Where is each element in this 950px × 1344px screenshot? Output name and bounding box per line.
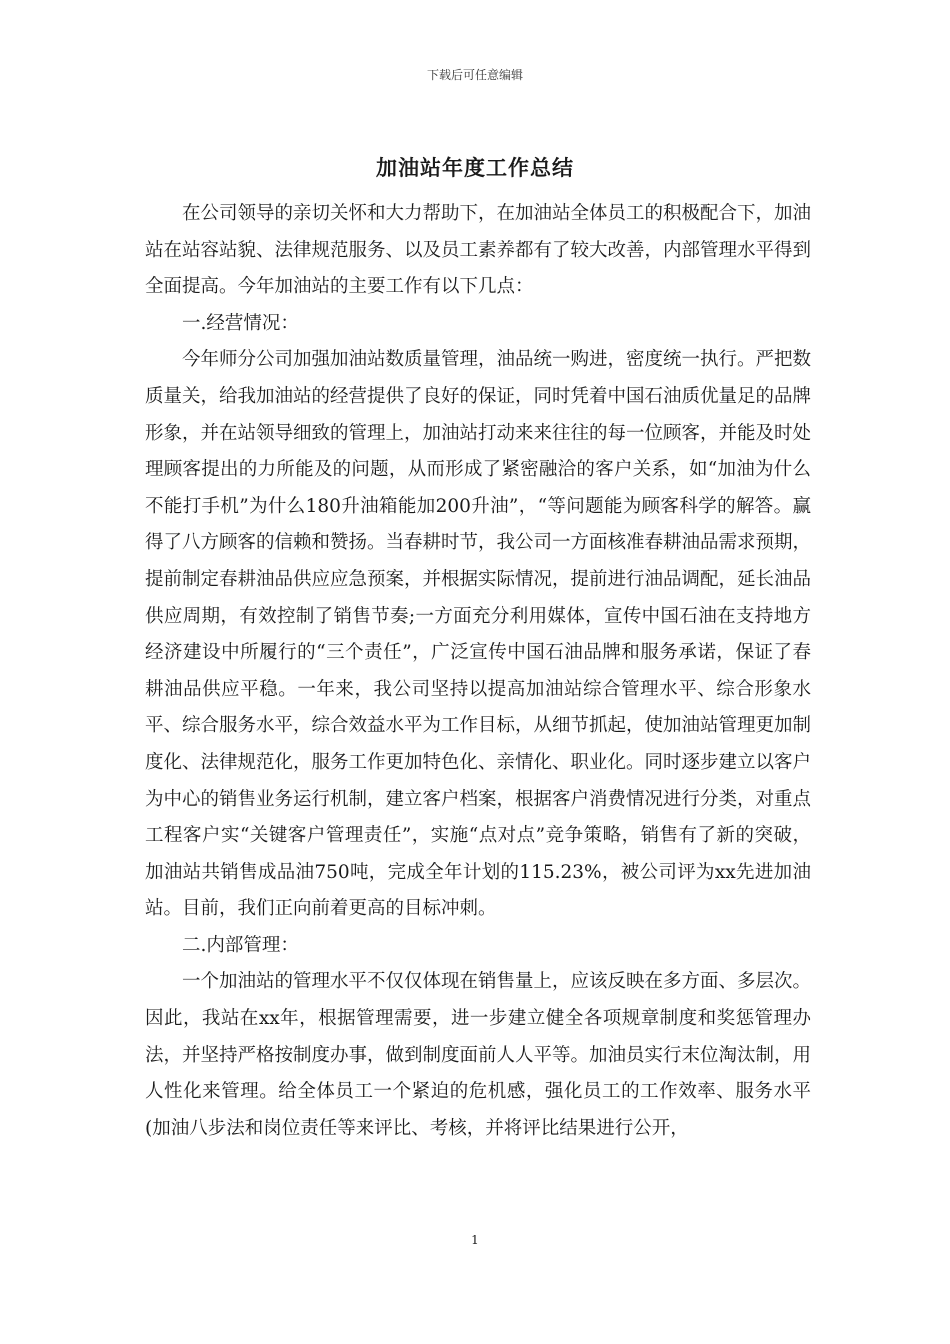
operations-paragraph: 今年师分公司加强加油站数质量管理，油品统一购进，密度统一执行。严把数质量关，给我加油站的经营提供了良好的保证，同时凭着中国石油质优量足的品牌形象，并在站领导细致的管理上，加油站打动来来往往的每一位顾客，并能及时处理顾客提出的力所能及的问题，从而形成了紧密融洽的客户关系，如“加油为什么不能打手机”为什么180升油箱能加200升油”，“等问题能为顾客科学的解答。赢得了八方顾客的信赖和赞扬。当春耕时节，我公司一方面核准春耕油品需求预期，提前制定春耕油品供应应急预案，并根据实际情况，提前进行油品调配，延长油品供应周期，有效控制了销售节奏;一方面充分利用媒体，宣传中国石油在支持地方经济建设中所履行的“三个责任”，广泛宣传中国石油品牌和服务承诺，保证了春耕油品供应平稳。一年来，我公司坚持以提高加油站综合管理水平、综合形象水平、综合服务水平，综合效益水平为工作目标，从细节抓起，使加油站管理更加制度化、法律规范化，服务工作更加特色化、亲情化、职业化。同时逐步建立以客户为中心的销售业务运行机制，建立客户档案，根据客户消费情况进行分类，对重点工程客户实“关键客户管理责任”，实施“点对点”竞争策略，销售有了新的突破，加油站共销售成品油750吨，完成全年计划的115.23%，被公司评为xx先进加油站。目前，我们正向前着更高的目标冲刺。 xyxy=(145,349,812,920)
document-title: 加油站年度工作总结 xyxy=(376,155,574,180)
intro-paragraph: 在公司领导的亲切关怀和大力帮助下，在加油站全体员工的积极配合下，加油站在站容站貌、法律规范服务、以及员工素养都有了较大改善，内部管理水平得到全面提高。今年加油站的主要工作有以下几点： xyxy=(145,203,812,298)
page-number: 1 xyxy=(471,1233,479,1247)
section-heading-management: 二.内部管理： xyxy=(182,934,299,956)
document-body xyxy=(145,196,811,1147)
header-note: 下载后可任意编辑 xyxy=(426,68,523,82)
section-heading-operations: 一.经营情况： xyxy=(182,312,299,334)
management-paragraph: 一个加油站的管理水平不仅仅体现在销售量上，应该反映在多方面、多层次。因此，我站在xx年，根据管理需要，进一步建立健全各项规章制度和奖惩管理办法，并坚持严格按制度办事，做到制度面前人人平等。加油员实行末位淘汰制，用人性化来管理。给全体员工一个紧迫的危机感，强化员工的工作效率、服务水平(加油八步法和岗位责任等来评比、考核，并将评比结果进行公开， xyxy=(145,971,812,1139)
